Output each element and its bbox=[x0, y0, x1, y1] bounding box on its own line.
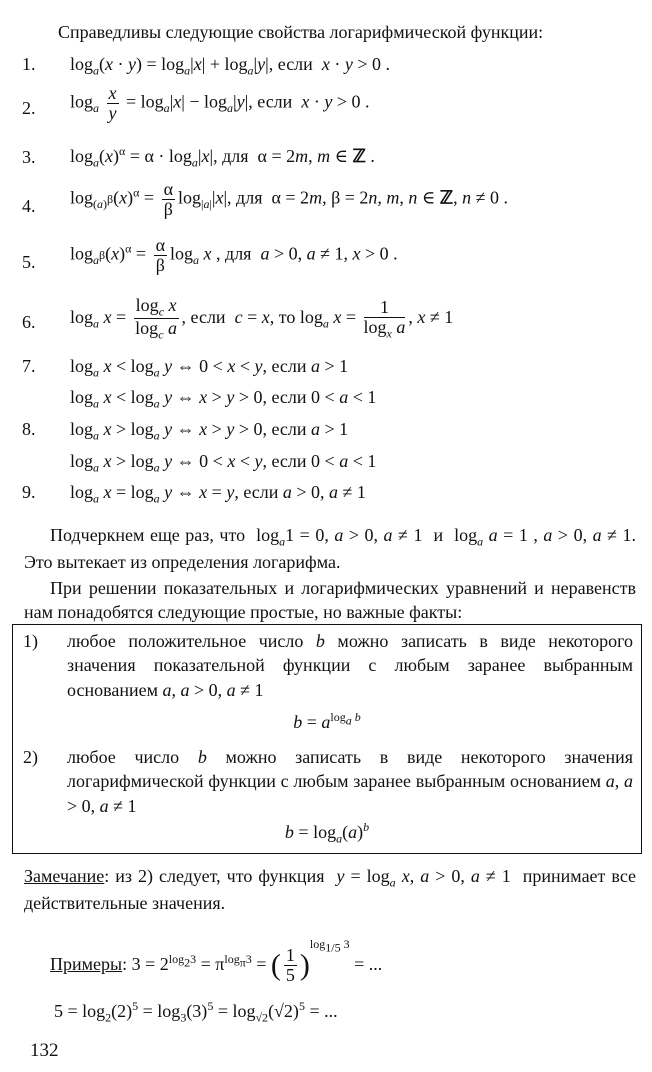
page-number: 132 bbox=[30, 1040, 59, 1061]
remark: Замечание: из 2) следует, что функция $y = \log_a x$, a > 0, a ≠ 1 принимает все действительные значения. bbox=[24, 866, 637, 913]
property-formula: $\log_a(x)^\alpha = \alpha \cdot \log_a|x|$, для α = 2m, m ∈ ℤ . bbox=[70, 144, 375, 170]
property-number: 5. bbox=[22, 252, 36, 272]
property-formula: $\log_a x > \log_a y$ ⇔ 0 < x < y, если 0 < a < 1 bbox=[70, 451, 377, 475]
property-number: 8. bbox=[22, 419, 36, 439]
property-number: 4. bbox=[22, 196, 36, 216]
fact-2-number: 2) bbox=[23, 747, 38, 767]
property-number: 9. bbox=[22, 482, 36, 502]
property-formula: $\log_{a^\beta}(x)^\alpha$ = $\frac{\alpha}{\beta}$ $\log_a x$ , для a > 0, a ≠ 1, x > 0 . bbox=[70, 235, 398, 275]
property-formula: $\log_a$ $\frac{x}{y}$ = $\log_a|x| - \log_a|y|$, если x · y > 0 . bbox=[70, 83, 370, 123]
paragraph-intro-facts: При решении показательных и логарифмических уравнений и неравенств нам понадобятся следующие простые, но важные факты: bbox=[24, 578, 636, 623]
property-number: 2. bbox=[22, 98, 36, 118]
fact-1-text: любое положительное число b можно записать в виде некоторого значения показательной функции с любым заранее выбранным основанием a, a > 0, a ≠ 1 bbox=[67, 631, 633, 700]
examples-line-1: Примеры: $3 = 2^{log_23} = \pi^{log_\pi 3}$ = ( $\frac{1}{5}$ )$^{log_{1/5} 3}$ = ... bbox=[50, 937, 383, 986]
property-number: 3. bbox=[22, 147, 36, 167]
examples-line-2: $5 = \log_2(2)^5 = \log_3(3)^5 = \log_{√2}(√2)^5$ = ... bbox=[54, 999, 338, 1025]
section-heading: Справедливы следующие свойства логарифмической функции: bbox=[58, 22, 544, 42]
property-number: 1. bbox=[22, 54, 36, 74]
fact-2-formula: $b = \log_a(a)^b$ bbox=[284, 820, 370, 846]
facts-box bbox=[12, 624, 642, 854]
property-formula: $\log_a x$ = $\frac{\log_c x}{\log_c a}$ , если c = x, то $\log_a x$ = $\frac{1}{\log_x a}$ , x ≠ 1 bbox=[70, 295, 454, 342]
fact-2-text: любое число b можно записать в виде некоторого значения логарифмической функции с любым заранее выбранным основанием a, a > 0, a ≠ 1 bbox=[67, 747, 634, 816]
property-number: 6. bbox=[22, 312, 36, 332]
fact-1-number: 1) bbox=[23, 631, 38, 651]
fact-1-formula: $b = a^{log_a b}$ bbox=[293, 710, 361, 732]
property-formula: $\log_{(a)^\beta}(x)^\alpha$ = $\frac{\alpha}{\beta}$ $\log_{|a|}|x|$, для α = 2m, β = 2n, m, n ∈ ℤ, n ≠ 0 . bbox=[70, 179, 508, 219]
property-formula: $\log_a x < \log_a y$ ⇔ 0 < x < y, если a > 1 bbox=[70, 356, 349, 380]
property-formula: $\log_a x < \log_a y$ ⇔ x > y > 0, если 0 < a < 1 bbox=[70, 387, 377, 411]
property-formula: $\log_a x = \log_a y$ ⇔ x = y, если a > 0, a ≠ 1 bbox=[70, 482, 366, 506]
property-number: 7. bbox=[22, 356, 36, 376]
property-formula: $\log_a(x \cdot y) = \log_a|x| + \log_a|y|$, если x · y > 0 . bbox=[70, 54, 390, 78]
examples-label: Примеры bbox=[50, 954, 123, 974]
paragraph-emphasis: Подчеркнем еще раз, что $\log_a1 = 0$, a > 0, a ≠ 1 и $\log_a a = 1$ , a > 0, a ≠ 1. Это вытекает из определения логарифма. bbox=[24, 525, 637, 572]
property-formula: $\log_a x > \log_a y$ ⇔ x > y > 0, если a > 1 bbox=[70, 419, 349, 443]
remark-label: Замечание bbox=[24, 866, 105, 886]
